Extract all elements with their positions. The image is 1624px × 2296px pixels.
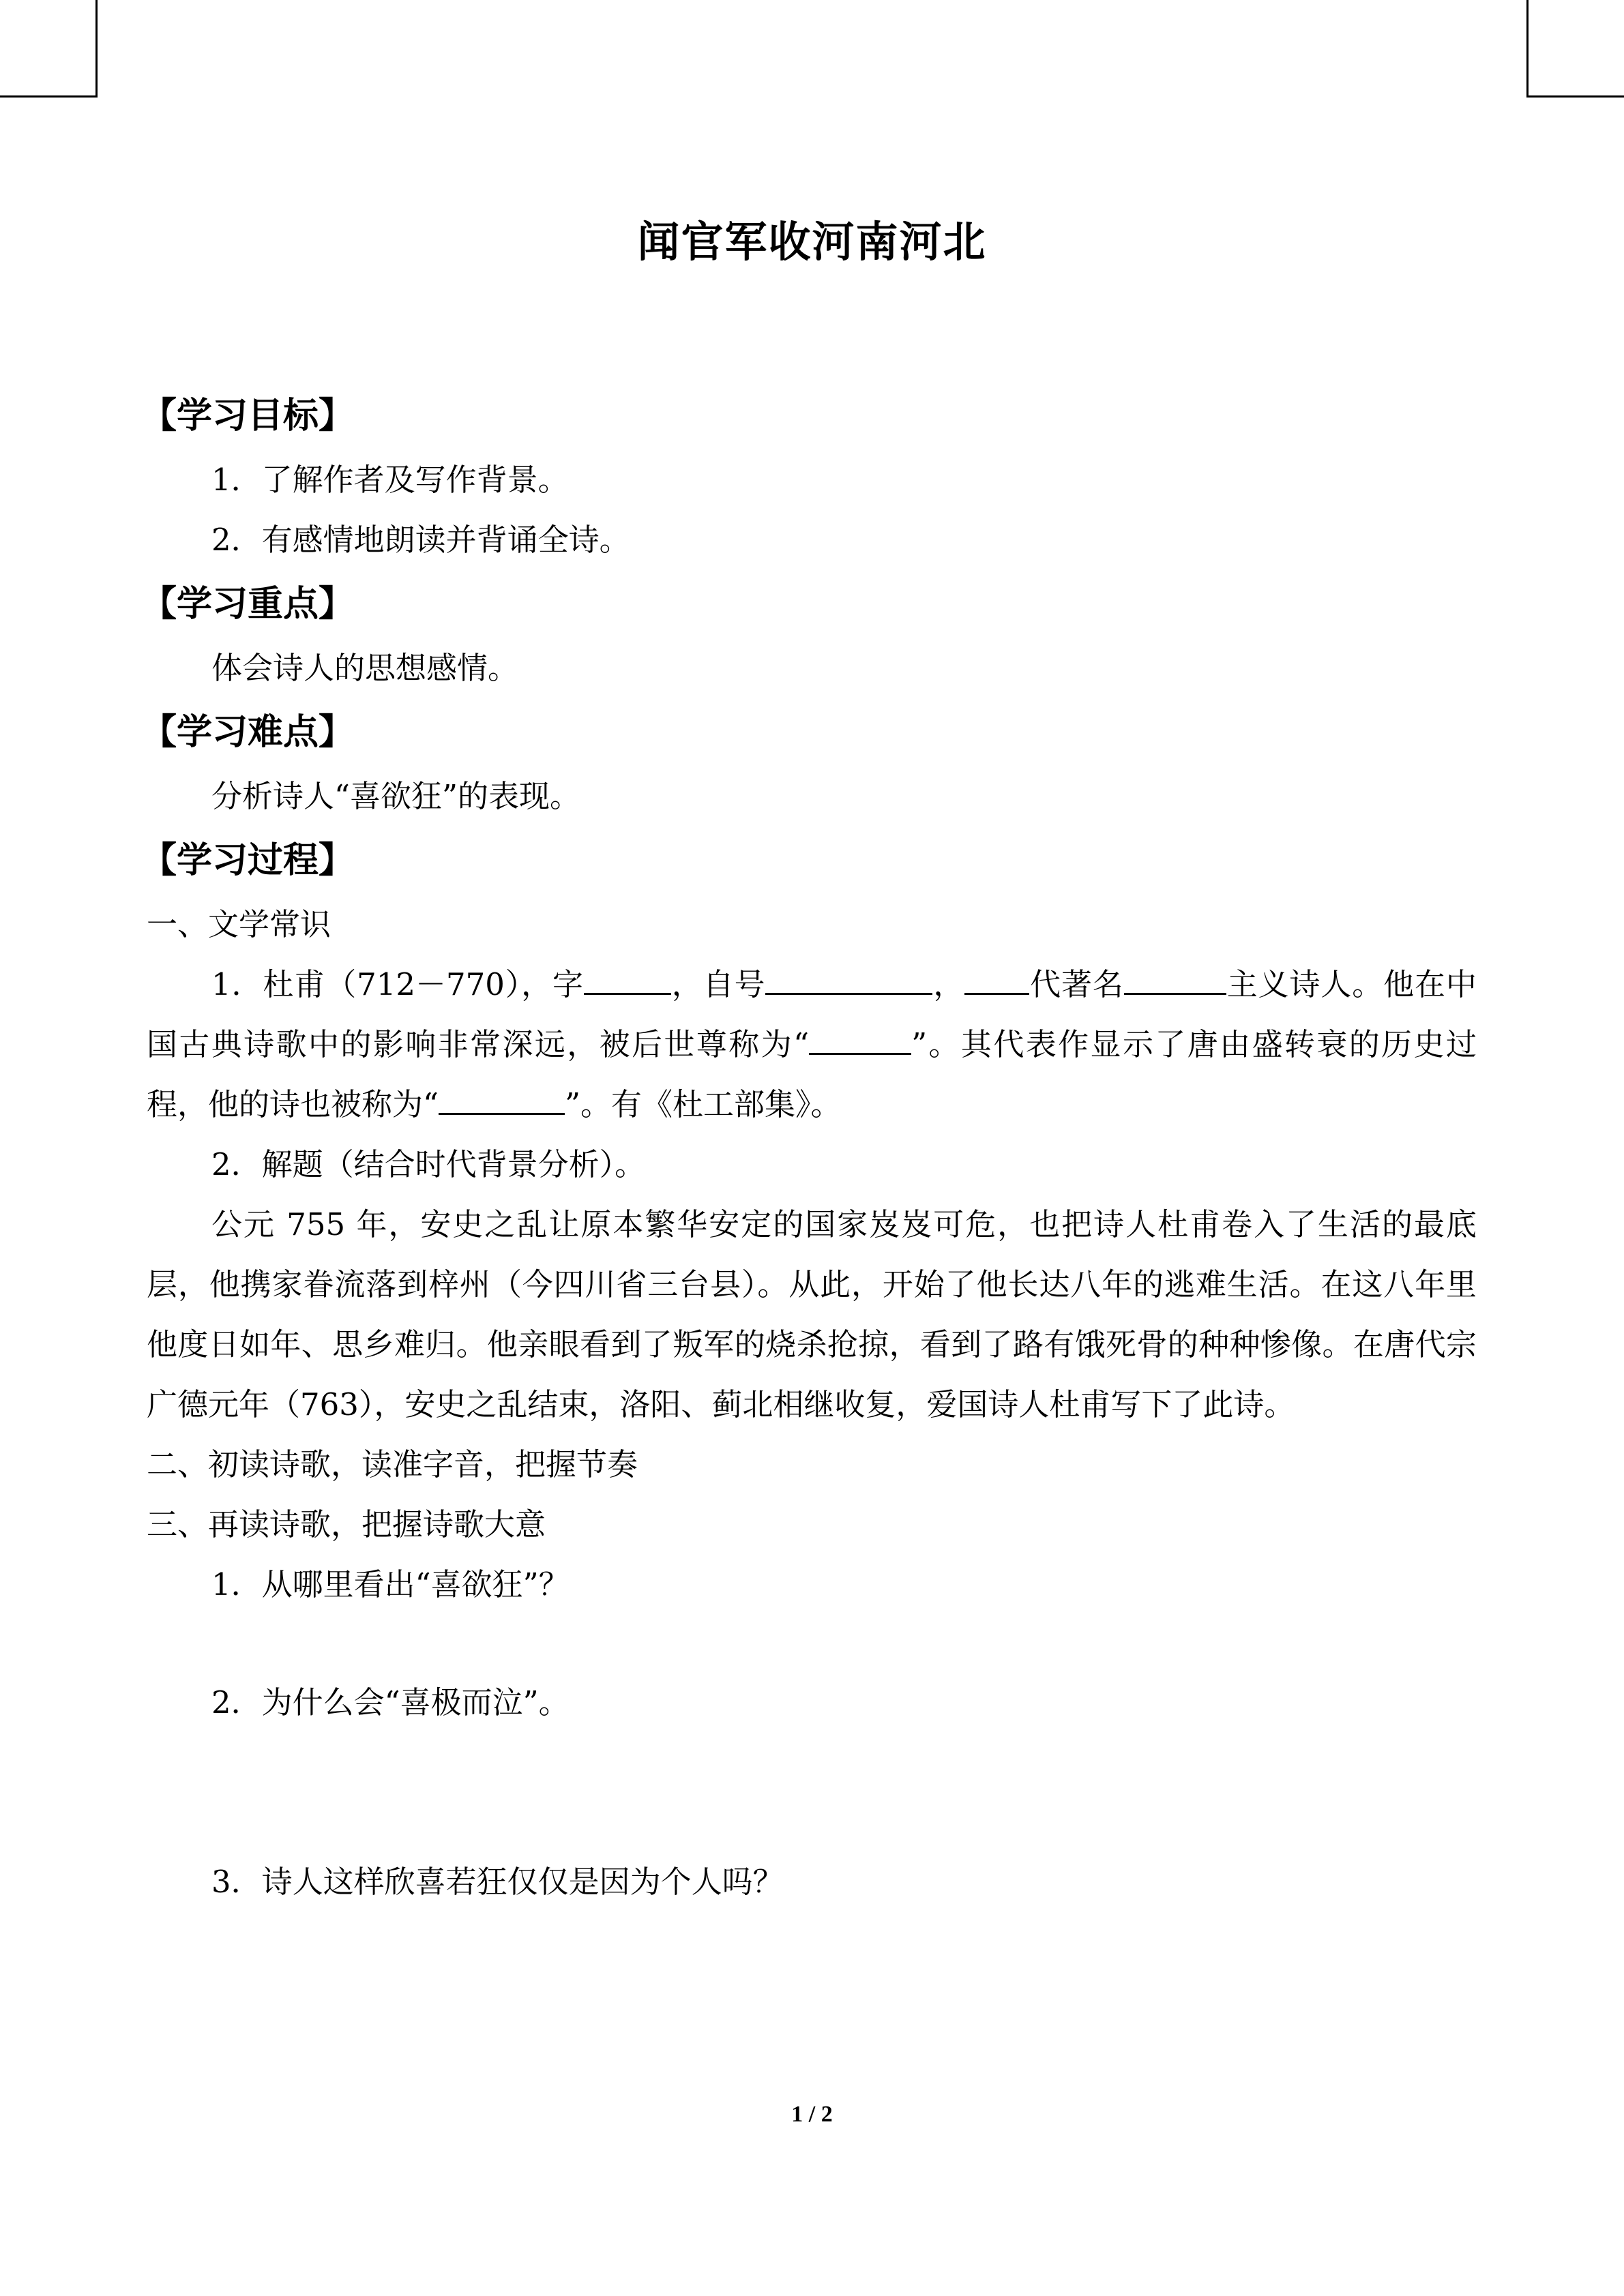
q1-text-c: ， <box>932 966 965 1002</box>
document-body <box>141 382 1477 1912</box>
part3-title: 三、再读诗歌，把握诗歌大意 <box>147 1506 546 1542</box>
crop-mark-top-left <box>0 0 98 98</box>
q1-text-g: ”。有《杜工部集》。 <box>565 1086 842 1122</box>
question-2-text: 公元 755 年，安史之乱让原本繁华安定的国家岌岌可危，也把诗人杜甫卷入了生活的最底层，他携家眷流落到梓州（今四川省三台县）。从此，开始了他长达八年的逃难生活。在这八年里他度日如年、思乡难归。他亲眼看到了叛军的烧杀抢掠，看到了路有饿死骨的种种惨像。在唐代宗广德元年（763），安史之乱结束，洛阳、蓟北相继收复，爱国诗人杜甫写下了此诗。 <box>147 1206 1477 1422</box>
part2-title: 二、初读诗歌，读准字音，把握节奏 <box>147 1446 638 1482</box>
objective-item-2: 2．有感情地朗读并背诵全诗。 <box>211 522 630 558</box>
blank-pseudonym[interactable] <box>765 961 932 995</box>
objective-item-1: 1．了解作者及写作背景。 <box>211 462 569 498</box>
crop-mark-top-right <box>1526 0 1624 98</box>
difficulties-text: 分析诗人“喜欲狂”的表现。 <box>211 778 581 814</box>
blank-honorific[interactable] <box>809 1022 911 1055</box>
page-title: 闻官军收河南河北 <box>637 217 987 267</box>
process-heading: 【学习过程】 <box>141 840 355 881</box>
q1-text-d: 代著名 <box>1029 966 1124 1002</box>
part3-question-3: 3．诗人这样欣喜若狂仅仅是因为个人吗？ <box>211 1864 784 1900</box>
key-points-text: 体会诗人的思想感情。 <box>211 650 519 686</box>
answer-space-1[interactable] <box>147 1615 1477 1673</box>
q1-text-e: 主义诗人。他在中国古典诗歌中的影响非常深远，被后世尊称为“ <box>147 966 1477 1062</box>
blank-dynasty[interactable] <box>964 961 1029 995</box>
part1-title: 一、文学常识 <box>147 906 331 942</box>
page-number: 1 / 2 <box>791 2102 833 2127</box>
part3-question-1: 1．从哪里看出“喜欲狂”？ <box>211 1566 570 1602</box>
blank-poetry-title[interactable] <box>439 1082 565 1115</box>
objectives-heading: 【学习目标】 <box>141 396 355 436</box>
key-points-heading: 【学习重点】 <box>141 584 355 625</box>
blank-courtesy-name[interactable] <box>584 961 671 995</box>
question-2-title: 2．解题（结合时代背景分析）。 <box>211 1146 646 1182</box>
answer-space-2[interactable] <box>147 1733 1477 1852</box>
blank-school[interactable] <box>1124 961 1226 995</box>
q1-text-f: ”。其代表作显示了唐由盛转衰的历史过程，他的诗也被称为“ <box>147 1026 1477 1122</box>
difficulties-heading: 【学习难点】 <box>141 712 355 753</box>
question-1-paragraph <box>147 955 1477 1135</box>
part3-question-2: 2．为什么会“喜极而泣”。 <box>211 1684 570 1720</box>
q1-text-a: 1．杜甫（712－770），字 <box>211 966 584 1002</box>
q1-text-b: ，自号 <box>670 966 766 1002</box>
